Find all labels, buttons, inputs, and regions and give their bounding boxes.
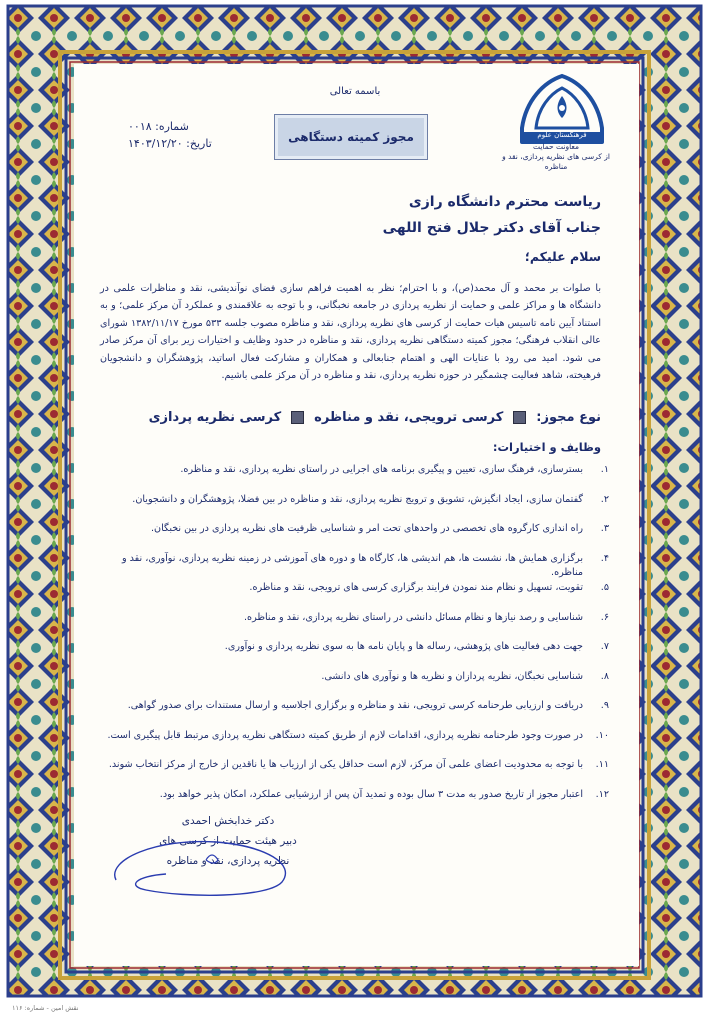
item-number: ۵. <box>600 582 609 593</box>
list-item <box>88 640 609 670</box>
list-item <box>88 611 609 641</box>
item-number: ۱۱. <box>595 759 609 770</box>
list-item <box>88 463 609 493</box>
item-number: ۶. <box>600 611 609 623</box>
signatory-title-line1: دبیر هیئت حمایت از کرسی های <box>159 835 297 847</box>
license-option-1: کرسی ترویجی، نقد و مناظره <box>314 410 504 425</box>
list-item <box>88 493 609 523</box>
item-text: شناسایی نخبگان، نظریه پردازان و نظریه ها و نوآوری های دانشی. <box>321 670 583 682</box>
basmala-heading: باسمه تعالی <box>329 86 381 97</box>
checkbox-icon <box>291 411 304 424</box>
list-item <box>88 522 609 552</box>
greeting: سلام علیکم؛ <box>524 249 601 264</box>
license-type-label: نوع مجوز: <box>536 410 601 425</box>
license-option-2: کرسی نظریه پردازی <box>148 410 282 425</box>
item-text: گفتمان سازی، ایجاد انگیزش، تشویق و ترویج نظریه پردازی، نقد و مناظره در بین فضلا، پژوهشگران و دانشجویان. <box>132 493 583 505</box>
item-text: دریافت و ارزیابی طرحنامه کرسی ترویجی، نقد و مناظره و برگزاری اجلاسیه و ارسال مستندات برای صدور گواهی. <box>127 700 583 711</box>
item-text: با توجه به محدودیت اعضای علمی آن مرکز، لازم است حداقل یکی از ارزیاب ها یا ناقدین از خارج از مرکز انتخاب شوند. <box>108 759 583 770</box>
item-number: ۳. <box>600 523 609 534</box>
license-type-row <box>149 410 601 425</box>
item-text: در صورت وجود طرحنامه نظریه پردازی، اقدامات لازم از طریق کمیته دستگاهی نظریه پردازی مرتبط قابل پیگیری است. <box>107 729 583 741</box>
body-paragraph: با صلوات بر محمد و آل محمد(ص)، و با احترام؛ نظر به اهمیت فراهم سازی فضای نوآندیشی، نقد و مناظرات علمی در دانشگاه ها و مراکز علمی و حمایت از نظریه پردازی در جامعه نخبگانی، و با توجه به علاقمندی و عملکرد آن مرکز علمی؛ و به استناد آیین نامه تاسیس هیات حمایت از کرسی های نظریه پردازی، نقد و مناظره مصوب جلسه ۵۳۳ مورخ ۱۳۸۲/۱۱/۱۷ شورای عالی انقلاب فرهنگی؛ مجوز کمیته دستگاهی نظریه پردازی، نقد و مناظره در حدود وظایف و اختیارات زیر برای آن مرکز صادر می شود. امید می رود با عنایات الهی و اهتمام جنابعالی و همکاران و مشارکت فعال اساتید، پژوهشگران و دانشجویان فرهیخته، شاهد فعالیت چشمگیر در حوزه نظریه پردازی، نقد و مناظره در آن مرکز علمی باشیم. <box>100 283 601 382</box>
item-text: راه اندازی کارگروه های تخصصی در واحدهای تحت امر و شناسایی ظرفیت های نظریه پردازی در بین نخبگان. <box>151 523 583 534</box>
document-meta <box>128 118 238 152</box>
logo-caption-line2: از کرسی های نظریه پردازی، نقد و مناظره <box>502 152 610 171</box>
item-number: ۷. <box>600 641 609 652</box>
item-number: ۱۲. <box>595 788 609 800</box>
list-item <box>88 552 609 582</box>
item-number: ۸. <box>600 670 609 682</box>
signatory-title-line2: نظریه پردازی، نقد و مناظره <box>166 855 290 867</box>
recipient-line1: ریاست محترم دانشگاه رازی <box>408 194 601 210</box>
item-text: جهت دهی فعالیت های پژوهشی، رساله ها و پایان نامه ها به سوی نظریه پردازی و نوآوری. <box>224 641 583 652</box>
logo-caption-line1: معاونت حمایت <box>532 142 580 151</box>
document-date: تاریخ: ۱۴۰۳/۱۲/۲۰ <box>128 137 212 150</box>
document-title: مجوز کمیته دستگاهی <box>288 130 414 144</box>
checkbox-icon <box>513 411 526 424</box>
list-item <box>88 699 609 729</box>
list-item <box>88 670 609 700</box>
item-text: شناسایی و رصد نیازها و نظام مسائل دانشی در راستای نظریه پردازی، نقد و مناظره. <box>244 611 583 623</box>
footer-print-info: نقش امین - شماره: ۱۱۶ <box>12 1004 79 1012</box>
handwritten-signature <box>96 820 306 900</box>
recipient-line2: جناب آقای دکتر جلال فتح اللهی <box>382 220 601 236</box>
document-number: شماره: ۰۰۱۸ <box>128 120 189 133</box>
logo-caption <box>496 142 616 172</box>
signatory-name: دکتر خدابخش احمدی <box>181 815 275 827</box>
item-text: برگزاری همایش ها، نشست ها، هم اندیشی ها، کارگاه ها و دوره های آموزشی در زمینه نظریه پردازی، نوآوری، نقد و مناظره. <box>121 552 583 578</box>
item-text: اعتبار مجوز از تاریخ صدور به مدت ۳ سال بوده و تمدید آن پس از ارزشیابی عملکرد، امکان پذیر خواهد بود. <box>159 788 583 800</box>
list-item <box>88 581 609 611</box>
item-text: تقویت، تسهیل و نظام مند نمودن فرایند برگزاری کرسی های ترویجی، نقد و مناظره. <box>249 582 583 593</box>
list-item <box>88 729 609 759</box>
item-number: ۹. <box>600 700 609 711</box>
item-number: ۴. <box>600 552 609 564</box>
document-title-box <box>274 114 428 160</box>
duties-heading: وظایف و اختیارات: <box>492 440 601 454</box>
item-number: ۱. <box>600 464 609 475</box>
item-number: ۱۰. <box>595 729 609 741</box>
item-text: بسترسازی، فرهنگ سازی، تعیین و پیگیری برنامه های اجرایی در راستای نظریه پردازی، نقد و مناظره. <box>180 464 583 475</box>
item-number: ۲. <box>600 493 609 505</box>
logo-wordmark: فرهنگستان علوم <box>537 131 587 139</box>
duties-list <box>88 463 609 817</box>
list-item <box>88 758 609 788</box>
